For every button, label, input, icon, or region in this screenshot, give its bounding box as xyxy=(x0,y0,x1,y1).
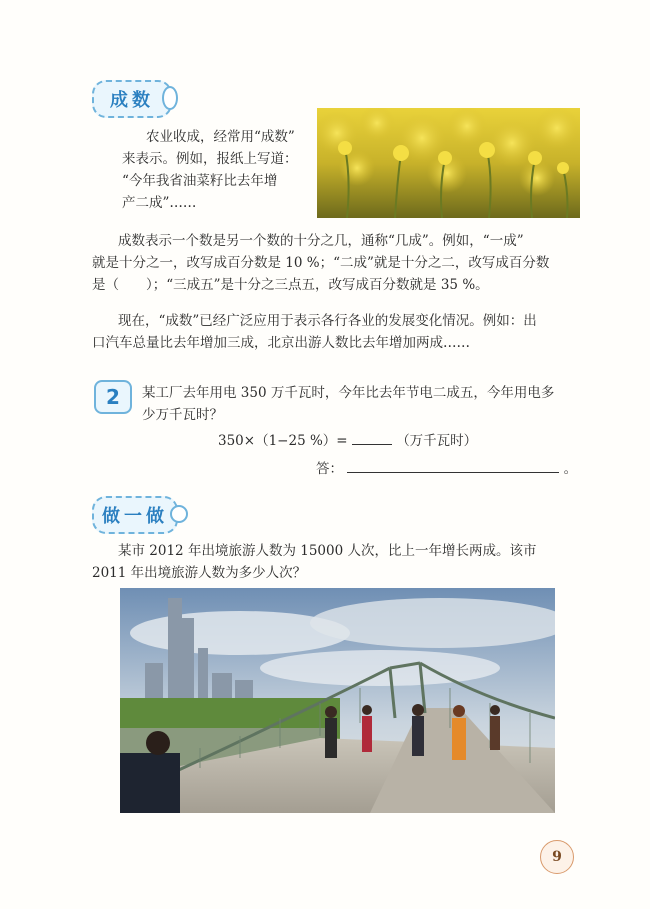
question-line: 少万千瓦时？ xyxy=(142,407,223,423)
paragraph-line: 是（ ）；“三成五”是十分之三点五，改写成百分数就是 35 %。 xyxy=(92,277,489,293)
question-line: 2011 年出境旅游人数为多少人次？ xyxy=(92,565,307,581)
page-number: 9 xyxy=(552,849,562,865)
bridge-tourists-photo xyxy=(120,588,555,813)
answer-period: 。 xyxy=(563,461,578,477)
section-title-text: 做一做 xyxy=(102,506,168,527)
answer-input-line[interactable] xyxy=(347,458,559,473)
example-question xyxy=(142,382,582,426)
rapeseed-flower-photo xyxy=(317,108,580,218)
paragraph-line: 现在，“成数”已经广泛应用于表示各行各业的发展变化情况。例如：出 xyxy=(118,313,537,329)
example-answer-line xyxy=(316,458,586,480)
section-title-text: 成数 xyxy=(110,90,154,111)
page-number-badge xyxy=(540,840,574,874)
example-formula xyxy=(218,430,518,452)
bridge-city-image xyxy=(120,588,555,813)
formula-unit: （万千瓦时） xyxy=(396,433,478,449)
paragraph-line: 成数表示一个数是另一个数的十分之几，通称“几成”。例如，“一成” xyxy=(118,233,524,249)
heading-decoration xyxy=(170,505,188,523)
section-title-zuoyizuo xyxy=(92,496,178,534)
question-line: 某市 2012 年出境旅游人数为 15000 人次，比上一年增长两成。该市 xyxy=(118,543,537,559)
chengshu-definition-paragraph xyxy=(92,230,582,296)
formula-left: 350×（1−25 %）= xyxy=(218,433,348,449)
intro-text xyxy=(122,126,307,214)
practice-question xyxy=(92,540,582,584)
section-title-chengshu xyxy=(92,80,172,118)
example-number: 2 xyxy=(106,385,120,409)
paragraph-line: 口汽车总量比去年增加三成，北京出游人数比去年增加两成…… xyxy=(92,335,470,351)
heading-decoration xyxy=(162,86,178,110)
example-number-badge xyxy=(94,380,132,414)
answer-blank[interactable] xyxy=(352,430,392,445)
rapeseed-flower-image xyxy=(317,108,580,218)
intro-line: 来表示。例如，报纸上写道： xyxy=(122,151,298,167)
chengshu-application-paragraph xyxy=(92,310,582,354)
paragraph-line: 就是十分之一，改写成百分数是 10 %；“二成”就是十分之二，改写成百分数 xyxy=(92,255,550,271)
answer-label: 答： xyxy=(316,461,343,477)
intro-line: 农业收成，经常用“成数” xyxy=(146,129,295,145)
intro-line: 产二成”…… xyxy=(122,195,197,211)
intro-line: “今年我省油菜籽比去年增 xyxy=(122,173,278,189)
question-line: 某工厂去年用电 350 万千瓦时，今年比去年节电二成五，今年用电多 xyxy=(142,385,555,401)
